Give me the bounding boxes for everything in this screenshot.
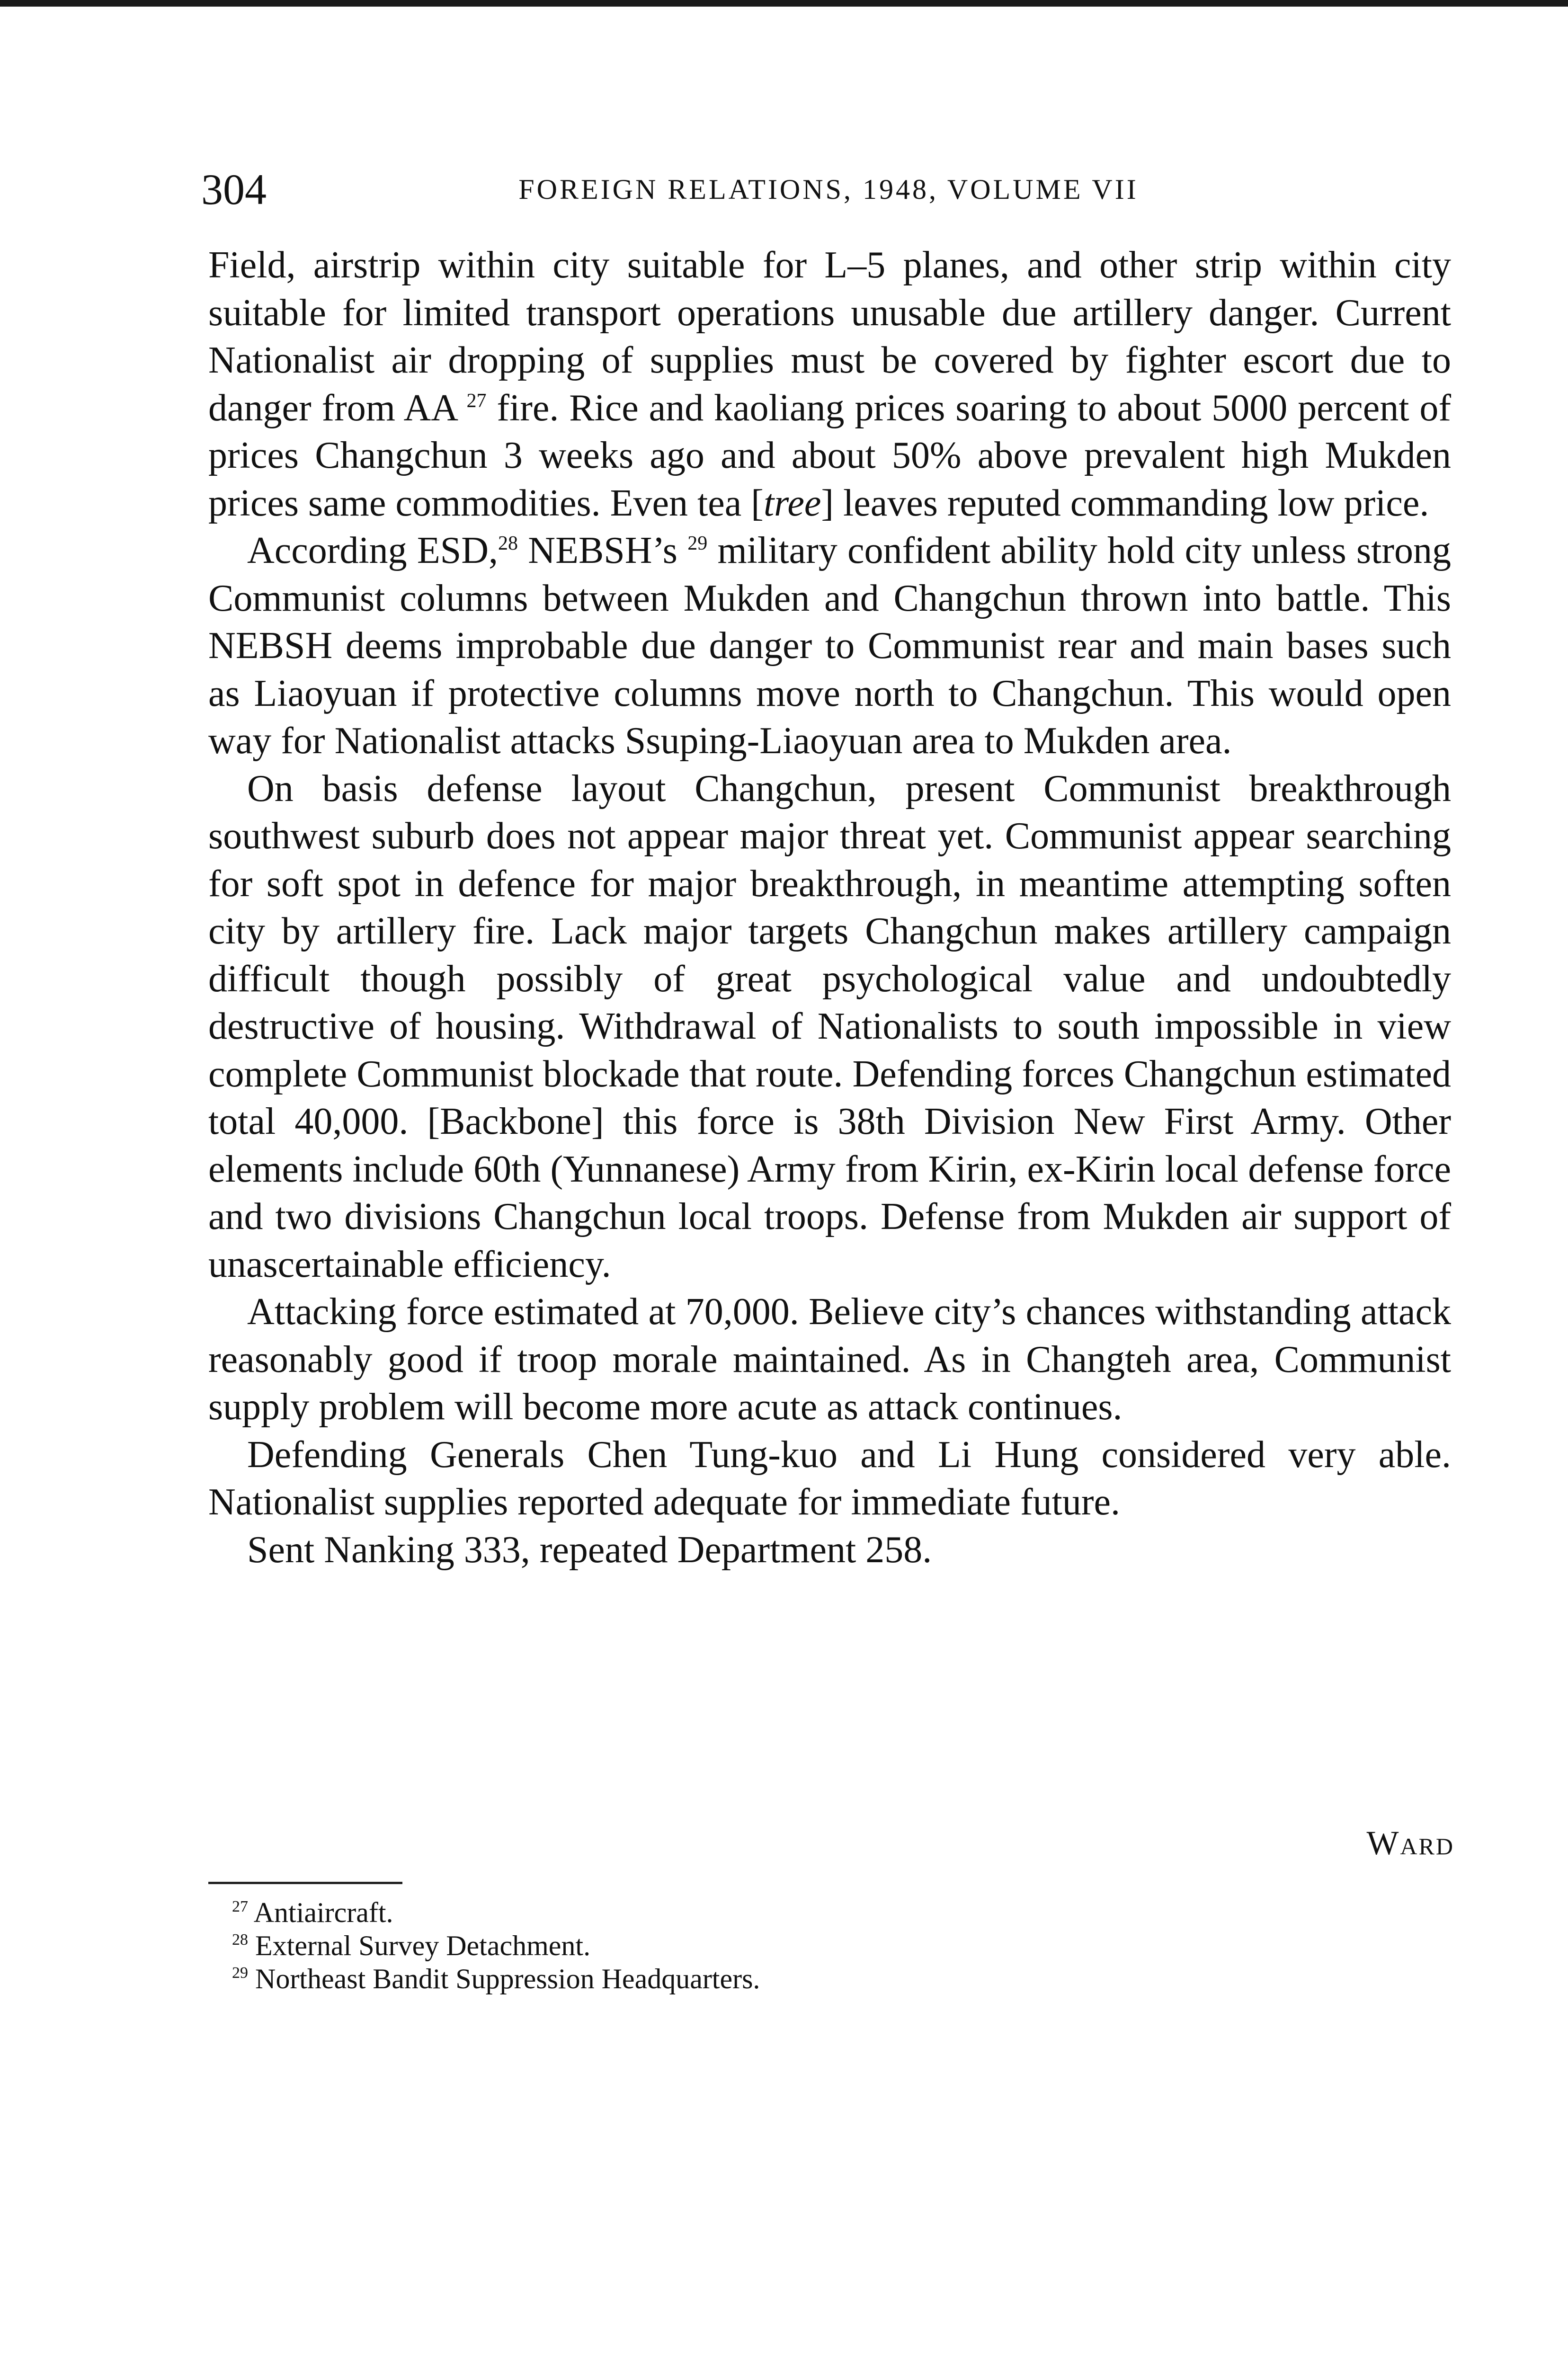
paragraph-4: Attacking force estimated at 70,000. Believe city’s chances withstanding attack reasonably good if troop morale maintained. As in Changteh area, Communist supply problem will become more acute as attack continues. [208, 1291, 1451, 1428]
footnote-text: External Survey Detachment. [255, 1930, 591, 1961]
running-head: FOREIGN RELATIONS, 1948, VOLUME VII [518, 174, 1139, 205]
footnote-ref-27: 27 [466, 390, 487, 412]
footnote-divider [208, 1882, 402, 1884]
footnote-28 [232, 1929, 760, 1962]
footnote-number: 29 [232, 1964, 248, 1982]
footnote-number: 28 [232, 1931, 248, 1949]
footnote-ref-29: 29 [687, 533, 708, 554]
paragraph-1: Field, airstrip within city suitable for L–5 planes, and other strip within city suitable for limited transport operations unusable due artillery danger. Current Nationalist air dropping of supplies must be covered by fighter escort due to danger from AA $^{27}$ fire. Rice and kaoliang prices soaring to about 5000 percent of prices Changchun 3 weeks ago and about 50% above prevalent high Mukden prices same commodities. Even tea [tree] leaves reputed commanding low price. [208, 244, 1452, 524]
editorial-italic: tree [763, 482, 821, 524]
page-header [201, 161, 1456, 218]
page-number: 304 [201, 165, 267, 214]
signature: Ward [1366, 1824, 1454, 1862]
paragraph-3: On basis defense layout Changchun, present Communist breakthrough southwest suburb does not appear major threat yet. Communist appear searching for soft spot in defence for major breakthrough, in meantime attempting soften city by artillery fire. Lack major targets Changchun makes artillery campaign difficult though possibly of great psychological value and undoubtedly destructive of housing. Withdrawal of Nationalists to south impossible in view complete Communist blockade that route. Defending forces Changchun estimated total 40,000. [Backbone] this force is 38th Division New First Army. Other elements include 60th (Yunnanese) Army from Kirin, ex-Kirin local defense force and two divisions Changchun local troops. Defense from Mukden air support of unascertainable efficiency. [208, 767, 1451, 1285]
footnote-number: 27 [232, 1898, 248, 1915]
footnote-ref-28: 28 [498, 533, 518, 554]
top-edge-rule [0, 0, 1568, 7]
body-text [208, 241, 1451, 1574]
paragraph-6: Sent Nanking 333, repeated Department 258. [247, 1529, 932, 1571]
footnote-29 [232, 1962, 760, 1995]
paragraph-5: Defending Generals Chen Tung-kuo and Li Hung considered very able. Nationalist supplies reported adequate for immediate future. [208, 1433, 1451, 1523]
footnote-text: Antiaircraft. [253, 1897, 393, 1928]
footnotes [232, 1896, 760, 1995]
footnote-27 [232, 1896, 760, 1929]
footnote-text: Northeast Bandit Suppression Headquarters. [255, 1963, 760, 1994]
paragraph-2: According ESD,$^{28}$ NEBSH’s $^{29}$ military confident ability hold city unless strong Communist columns between Mukden and Changchun thrown into battle. This NEBSH deems improbable due danger to Communist rear and main bases such as Liaoyuan if protective columns move north to Changchun. This would open way for Nationalist attacks Ssuping-Liaoyuan area to Mukden area. [208, 530, 1451, 762]
